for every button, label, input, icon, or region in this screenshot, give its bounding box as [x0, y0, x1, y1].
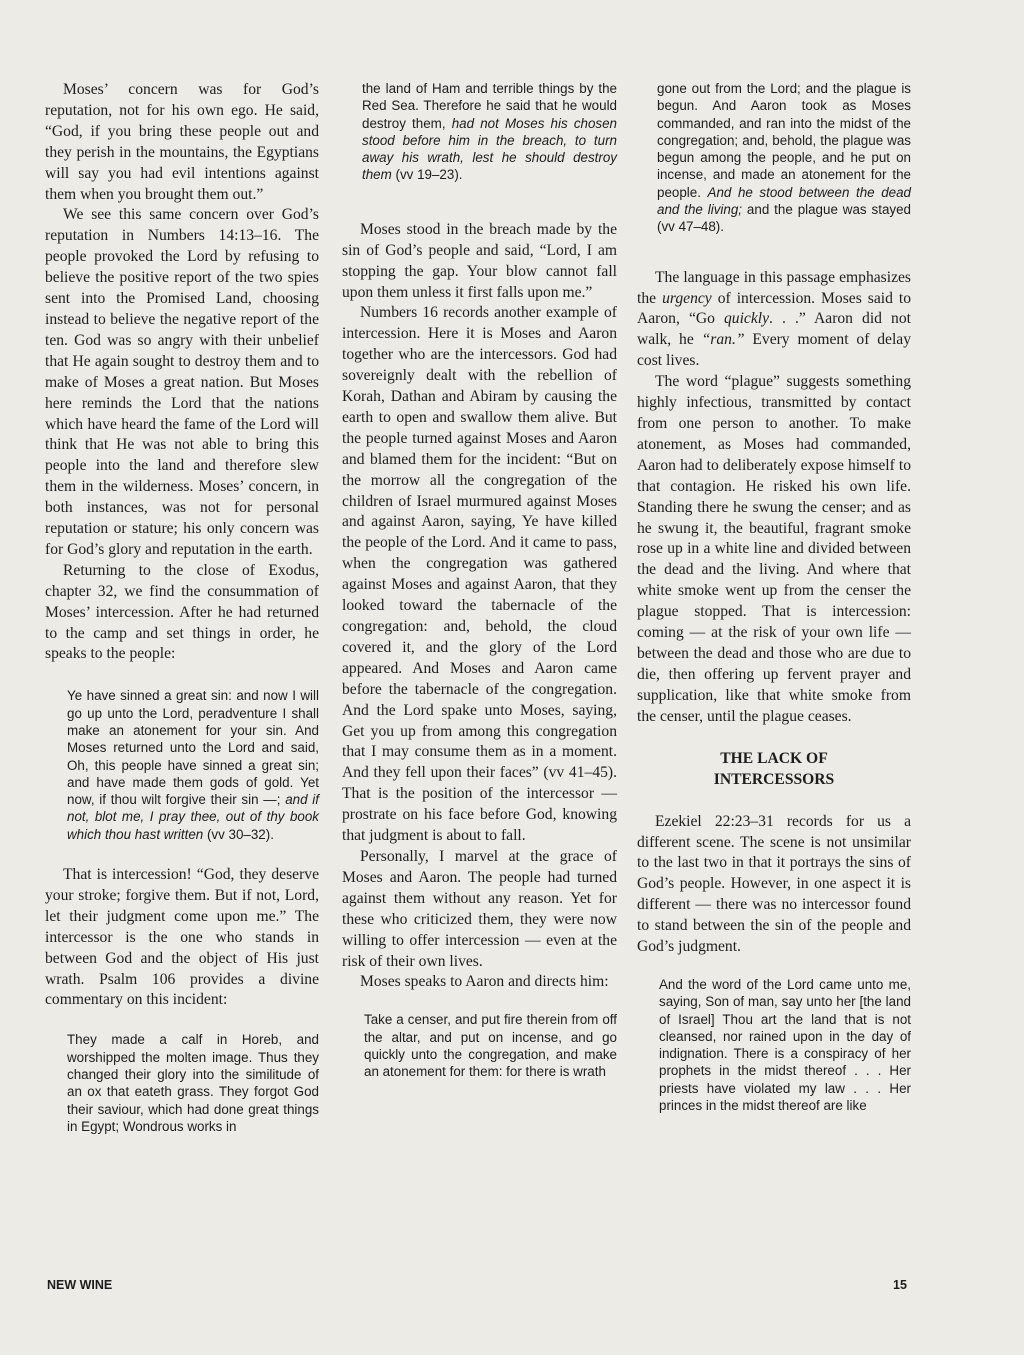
quote-text: gone out from the Lord; and the plague is begun. And Aaron took as Moses commanded, and ran into the midst of the congregation; and, behold, the plague was begun among the people, and he put on incense, and made an atonement for the people. — [657, 81, 911, 200]
heading-line: THE LACK OF — [720, 749, 828, 767]
paragraph: That is intercession! “God, they deserve your stroke; forgive them. But if not, Lord, let their judgment come upon me.” The intercessor is the one who stands in between God and the object of His just wrath. Psalm 106 provides a divine commentary on this incident: — [45, 866, 319, 1009]
text-run: of intercession. Moses said to Aaron, “Go — [637, 289, 912, 328]
block-quote-continued — [657, 80, 911, 236]
paragraph: Moses’ concern was for God’s reputation, not for his own ego. He said, “God, if you bring these people out and they perish in the mountains, the Egyptians will say you had evil intentions against them when you brought them out.” — [45, 81, 319, 203]
paragraph: Personally, I marvel at the grace of Moses and Aaron. The people had turned against them without any reason. Yet for these who criticized them, they were now willing to offer intercession — even at the risk of their own lives. — [342, 847, 617, 970]
emphasis: “ran.” — [701, 331, 745, 349]
block-quote: And the word of the Lord came unto me, saying, Son of man, say unto her [the land of Israel] Thou art the land that is not cleansed, nor rained upon in the day of indignation. There is a conspiracy of her prophets in the midst thereof . . . Her priests have violated my law . . . Her princes in the midst thereof are like — [659, 976, 911, 1114]
quote-italic: And he stood between the dead and the living; — [657, 184, 911, 218]
column-left — [45, 80, 319, 1135]
paragraph: We see this same concern over God’s reputation in Numbers 14:13–16. The people provoked the Lord by refusing to believe the positive report of the two spies sent into the Promised Land, choosing instead to believe the negative report of the ten. God was so angry with their unbelief that He again sought to destroy them and to make of Moses a great nation. But Moses here reminds the Lord that the nations which have heard the fame of the Lord will think that He was not able to bring this people into the land and therefore slew them in the wilderness. Moses’ concern, in both instances, was not for personal reputation or stature; his only concern was for God’s glory and reputation in the earth. — [45, 206, 319, 558]
scripture-reference: (vv 30–32). — [206, 826, 274, 842]
paragraph — [637, 268, 911, 373]
block-quote — [67, 687, 319, 843]
page-number: 15 — [893, 1278, 907, 1292]
block-quote-continued — [362, 80, 617, 184]
paragraph: Returning to the close of Exodus, chapter 32, we find the consummation of Moses’ intercession. After he had returned to the camp and set things in order, he speaks to the people: — [45, 561, 319, 663]
paragraph: Moses stood in the breach made by the sin of God’s people and said, “Lord, I am stopping the gap. Your blow cannot fall upon them unless it first falls upon me.” — [342, 220, 617, 301]
block-quote: They made a calf in Horeb, and worshipped the molten image. Thus they changed their glory into the similitude of an ox that eateth grass. They forgot God their saviour, which had done great things in Egypt; Wondrous works in — [67, 1032, 319, 1134]
text-run: Every moment of delay cost lives. — [637, 331, 911, 370]
section-heading — [637, 748, 911, 790]
block-quote: Take a censer, and put fire therein from off the altar, and put on incense, and go quickly unto the congregation, and make an atonement for them: for there is wrath — [364, 1012, 617, 1080]
quote-text: the land of Ham and terrible things by the Red Sea. Therefore he said that he would destroy them, — [362, 81, 617, 131]
paragraph: Moses speaks to Aaron and directs him: — [360, 973, 609, 991]
paragraph: Ezekiel 22:23–31 records for us a different scene. The scene is not unsimilar to the last two in that it portrays the sins of God’s people. However, in one aspect it is different — there was no intercessor found to stand between the sin of the people and God’s judgment. — [637, 812, 911, 956]
column-middle — [342, 80, 617, 1081]
quote-italic: had not Moses his chosen stood before him in the breach, to turn away his wrath, lest he should destroy them — [362, 115, 618, 183]
paragraph: Numbers 16 records another example of intercession. Here it is Moses and Aaron together who are the intercessors. God had sovereignly dealt with the rebellion of Korah, Dathan and Abiram by causing the earth to open and swallow them alive. But the people turned against Moses and Aaron and blamed them for the incident: “But on the morrow all the congregation of the children of Israel murmured against Moses and against Aaron, saying, Ye have killed the people of the Lord. And it came to pass, when the congregation was gathered against Moses and against Aaron, that they looked toward the tabernacle of the congregation: and, behold, the cloud covered it, and the glory of the Lord appeared. And Moses and Aaron came before the tabernacle of the congregation. And the Lord spake unto Moses, saying, Get you up from among this congregation that I may consume them as in a moment. And they fell upon their faces” (vv 41–45). That is the position of the intercessor — prostrate on his face before God, knowing that judgment is about to fall. — [342, 304, 617, 845]
quote-text: and the plague was stayed (vv 47–48). — [657, 202, 911, 235]
text-run: The language in this passage emphasizes the — [637, 268, 911, 307]
quote-text: Ye have sinned a great sin: and now I will go up unto the Lord, peradventure I shall make an atonement for your sin. And Moses returned unto the Lord and said, Oh, this people have sinned a great sin; and have made them gods of gold. Yet now, if thou wilt forgive their sin —; — [67, 688, 319, 808]
scripture-reference: (vv 19–23). — [395, 167, 463, 183]
emphasis: quickly — [724, 310, 770, 328]
paragraph: The word “plague” suggests something highly infectious, transmitted by contact from one person to another. To make atonement, as Moses had commanded, Aaron had to deliberately expose himself to that contagion. He risked his own life. Standing there he swung the censer; and as he swung it, the beautiful, fragrant smoke rose up in a white line and divided between the dead and the living. And where that white smoke went up from the censer the plague stopped. That is intercession: coming — at the risk of your own life — between the dead and those who are due to die, then offering up fervent prayer and supplication, like that white smoke from the censer, until the plague ceases. — [637, 373, 911, 725]
text-run: . . .” Aaron did not walk, he — [637, 310, 911, 349]
quote-italic: and if not, blot me, I pray thee, out of thy book which thou hast written — [67, 792, 319, 842]
magazine-title: NEW WINE — [47, 1278, 113, 1292]
heading-line: INTERCESSORS — [713, 770, 835, 788]
column-right — [637, 80, 911, 1114]
emphasis: urgency — [662, 289, 712, 307]
